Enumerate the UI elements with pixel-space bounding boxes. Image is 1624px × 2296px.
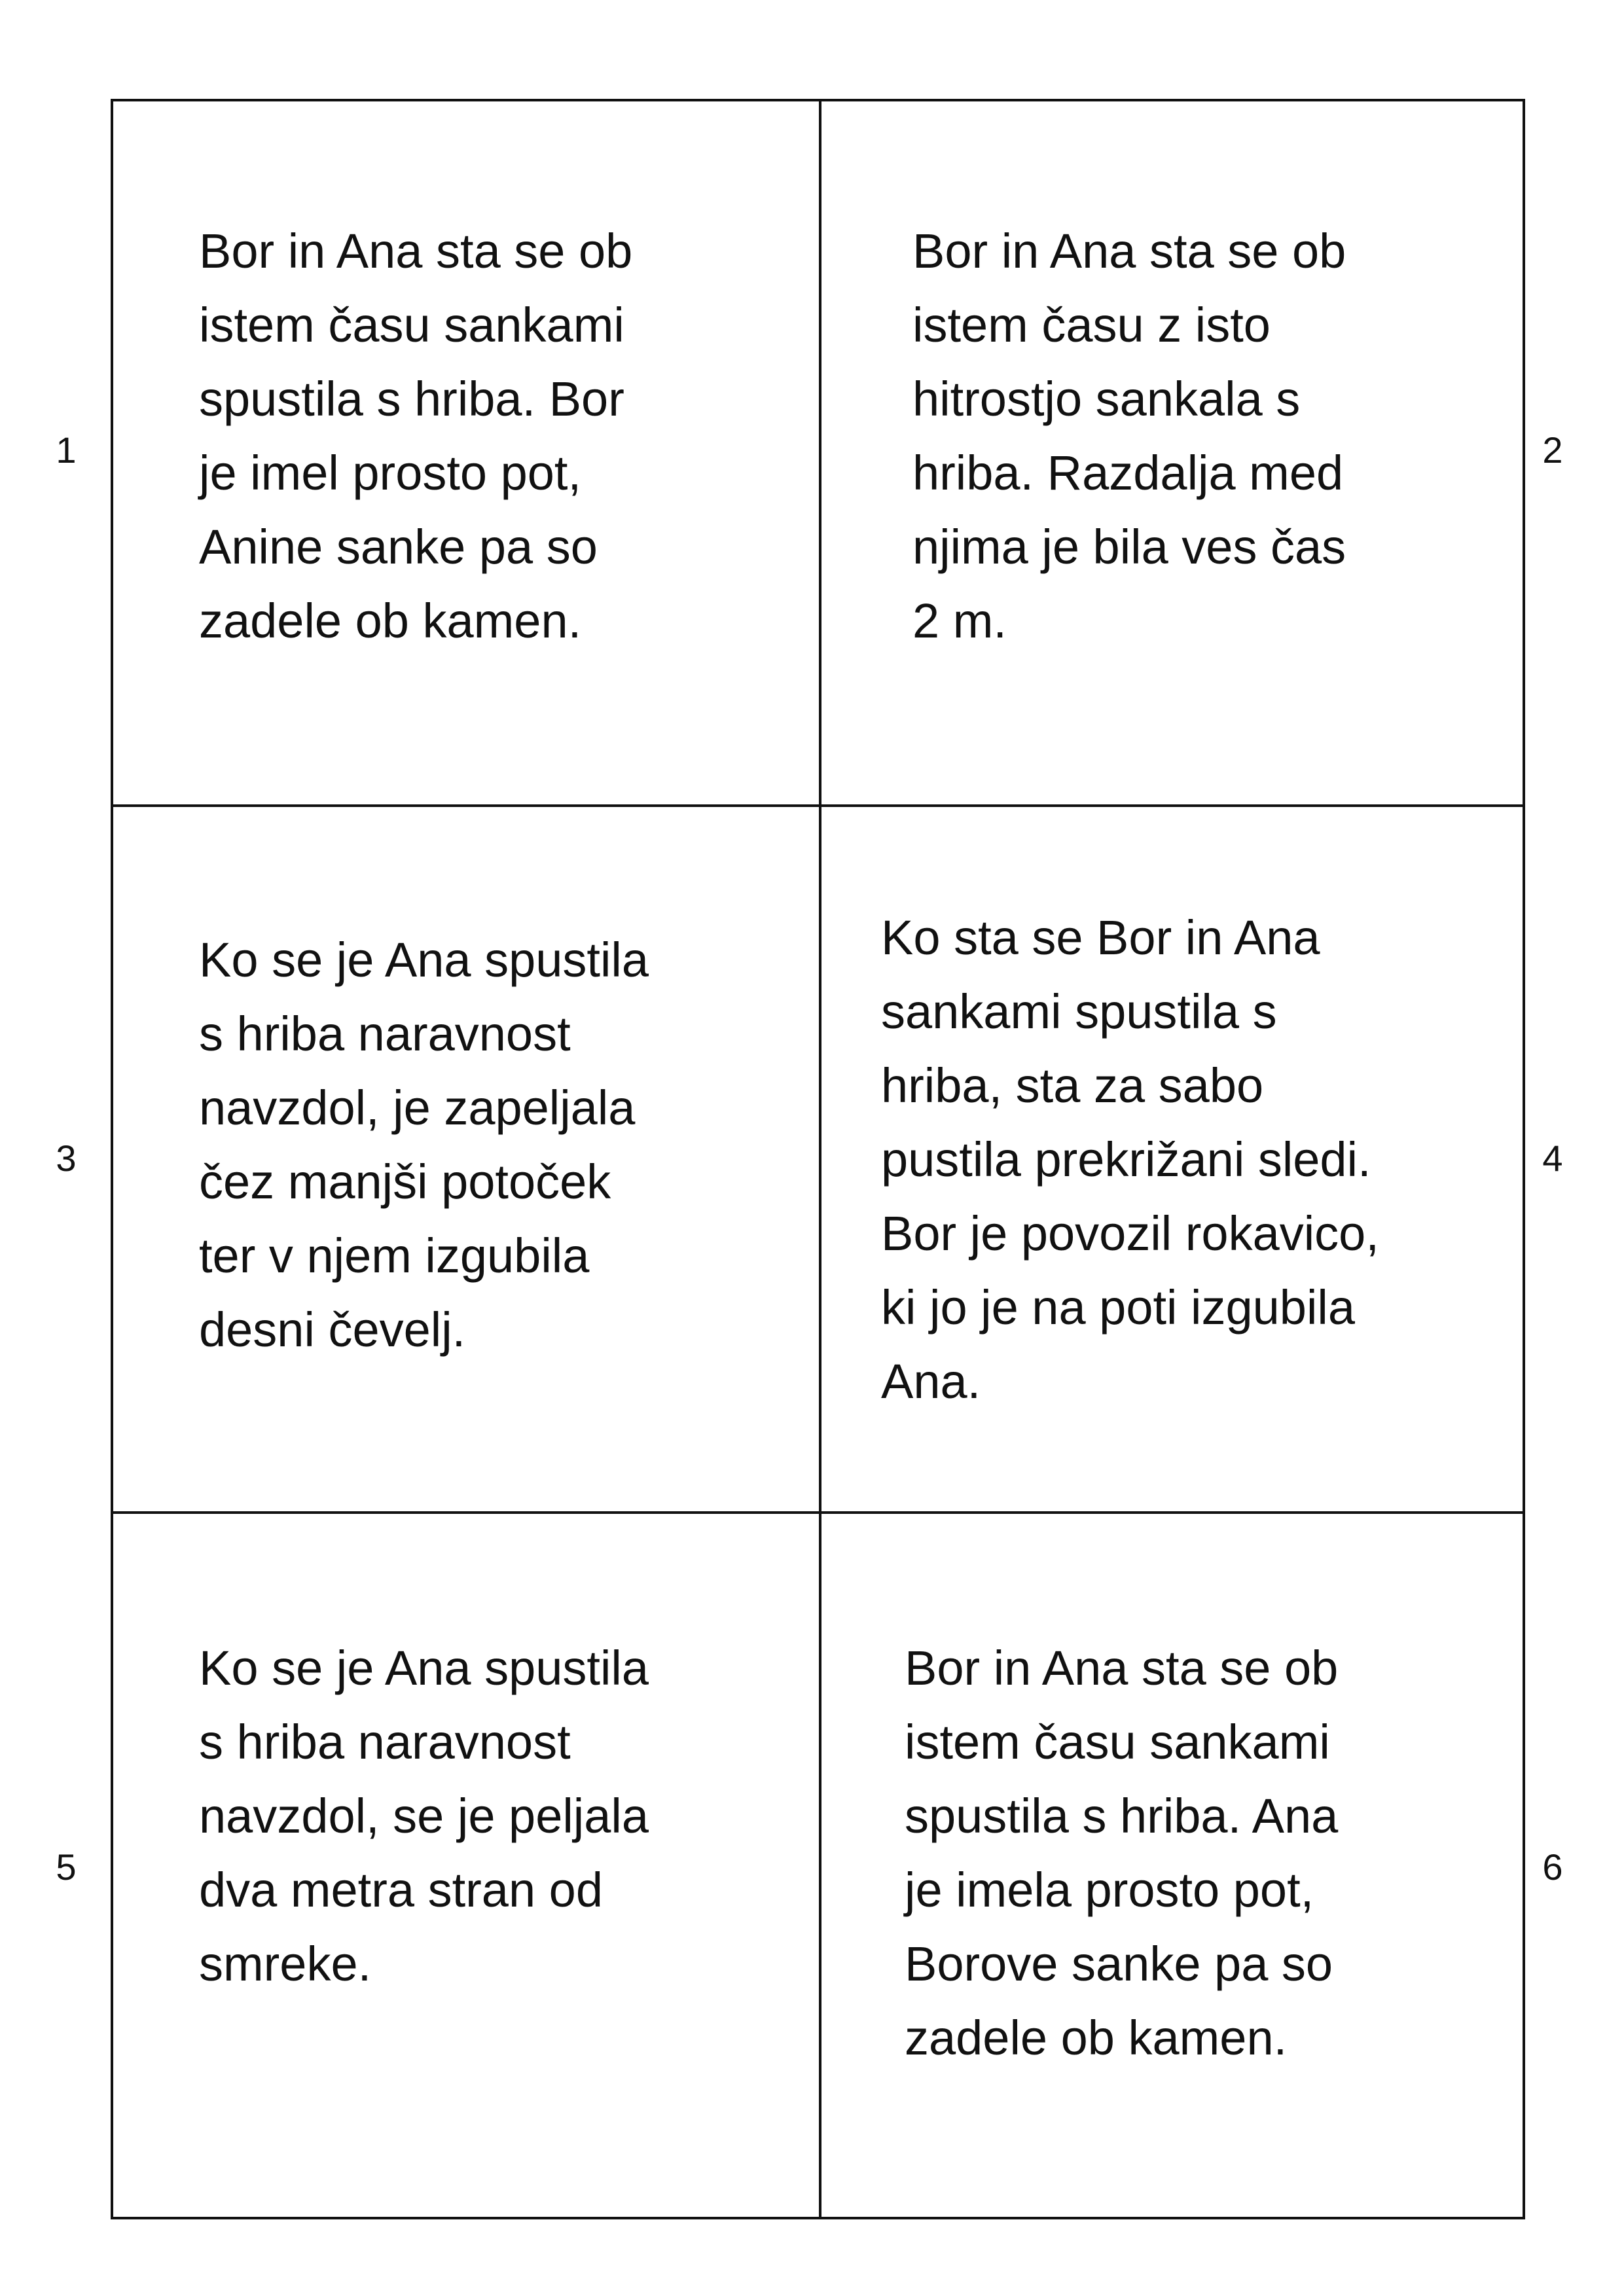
card-3-number: 3: [56, 1138, 77, 1179]
card-5-text: Ko se je Ana spustila s hriba naravnost navzdol, se je peljala dva metra stran od smreke.: [199, 1641, 649, 1991]
card-4-text: Ko sta se Bor in Ana sankami spustila s hriba, sta za sabo pustila prekrižani sledi. Bor je povozil rokavico, ki jo je na poti izgubila Ana.: [881, 910, 1379, 1408]
card-3-text: Ko se je Ana spustila s hriba naravnost navzdol, je zapeljala čez manjši potoček ter v njem izgubila desni čevelj.: [199, 933, 649, 1357]
card-4-number: 4: [1542, 1138, 1563, 1179]
card-1-number: 1: [56, 429, 77, 471]
card-5-number: 5: [56, 1846, 77, 1888]
card-2-number: 2: [1542, 429, 1563, 471]
card-6-number: 6: [1542, 1846, 1563, 1888]
grid-divider-horizontal: [111, 1511, 1525, 1514]
grid-divider-vertical: [819, 99, 821, 2219]
card-6-text: Bor in Ana sta se ob istem času sankami spustila s hriba. Ana je imela prosto pot, Borove sanke pa so zadele ob kamen.: [905, 1641, 1339, 2065]
grid-divider-horizontal: [111, 804, 1525, 807]
card-2-text: Bor in Ana sta se ob istem času z isto hitrostjo sankala s hriba. Razdalja med njima je bila ves čas 2 m.: [912, 224, 1346, 648]
card-1-text: Bor in Ana sta se ob istem času sankami spustila s hriba. Bor je imel prosto pot, Anine sanke pa so zadele ob kamen.: [199, 224, 633, 648]
